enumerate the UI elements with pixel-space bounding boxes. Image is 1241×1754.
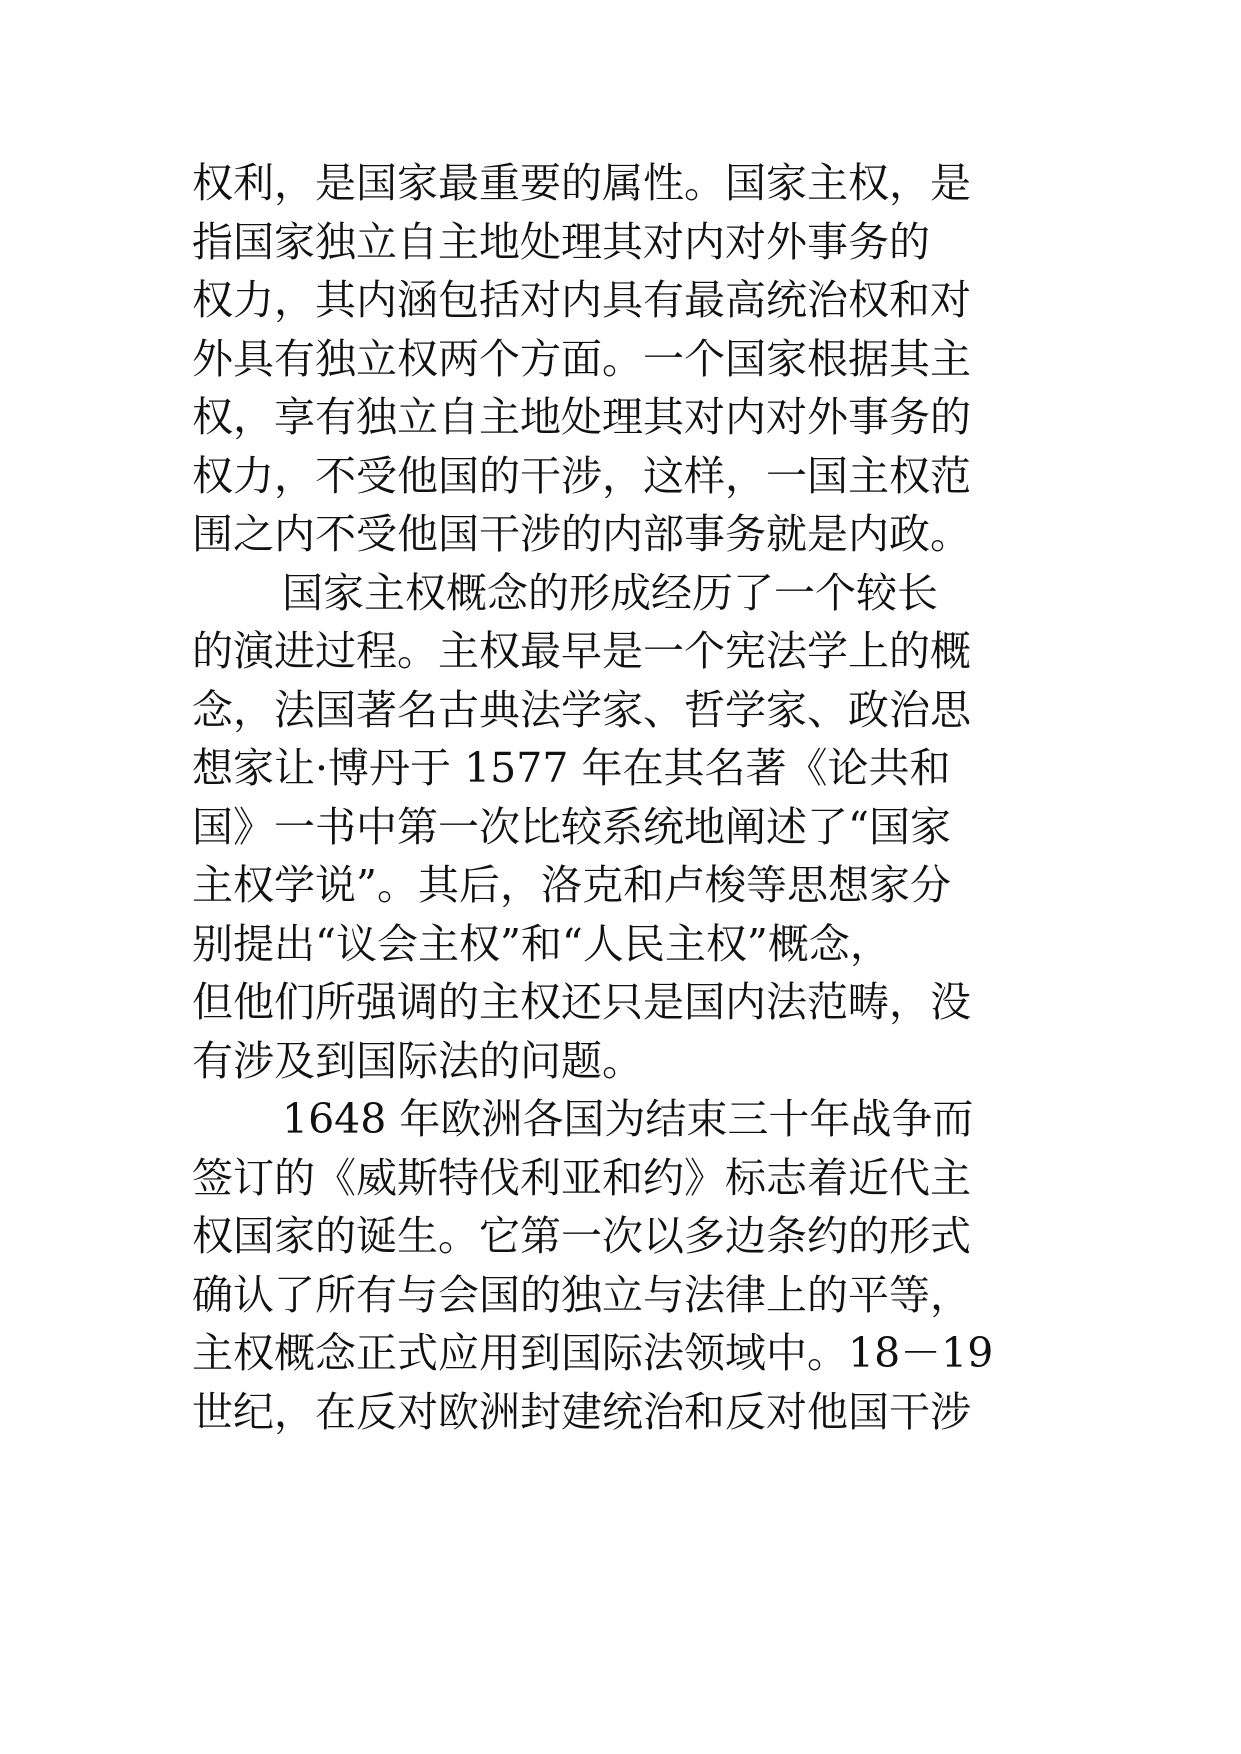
text-line: 外具有独立权两个方面。一个国家根据其主 [192, 334, 971, 383]
text-line: 想家让·博丹于 1577 年在其名著《论共和 [192, 744, 951, 792]
text-line: 但他们所强调的主权还只是国内法范畴，没 [192, 978, 971, 1026]
text-line: 权力，不受他国的干涉，这样，一国主权范 [192, 451, 971, 500]
body-text [192, 154, 1072, 1441]
paragraph-first-line: 国家主权概念的形成经历了一个较长 [282, 568, 938, 617]
text-line: 围之内不受他国干涉的内部事务就是内政。 [192, 510, 971, 558]
text-line: 有涉及到国际法的问题。 [192, 1036, 643, 1085]
text-line: 主权学说”。其后，洛克和卢梭等思想家分 [192, 861, 951, 909]
text-line: 世纪，在反对欧洲封建统治和反对他国干涉 [192, 1387, 971, 1436]
text-line: 签订的《威斯特伐利亚和约》标志着近代主 [192, 1153, 971, 1202]
text-line: 别提出“议会主权”和“人民主权”概念， [192, 919, 891, 968]
text-line: 确认了所有与会国的独立与法律上的平等， [192, 1270, 971, 1319]
paragraph-first-line: 1648 年欧洲各国为结束三十年战争而 [282, 1095, 974, 1143]
text-line: 权国家的诞生。它第一次以多边条约的形式 [192, 1212, 971, 1260]
text-line: 念，法国著名古典法学家、哲学家、政治思 [192, 685, 971, 734]
text-line: 权，享有独立自主地处理其对内对外事务的 [192, 393, 971, 441]
text-line: 权力，其内涵包括对内具有最高统治权和对 [192, 276, 971, 324]
text-line: 权利，是国家最重要的属性。国家主权，是 [192, 159, 971, 207]
text-line: 的演进过程。主权最早是一个宪法学上的概 [192, 627, 971, 675]
text-line: 主权概念正式应用到国际法领域中。18－19 [192, 1329, 994, 1377]
text-line: 指国家独立自主地处理其对内对外事务的 [192, 217, 930, 266]
text-line: 国》一书中第一次比较系统地阐述了“国家 [192, 802, 951, 851]
